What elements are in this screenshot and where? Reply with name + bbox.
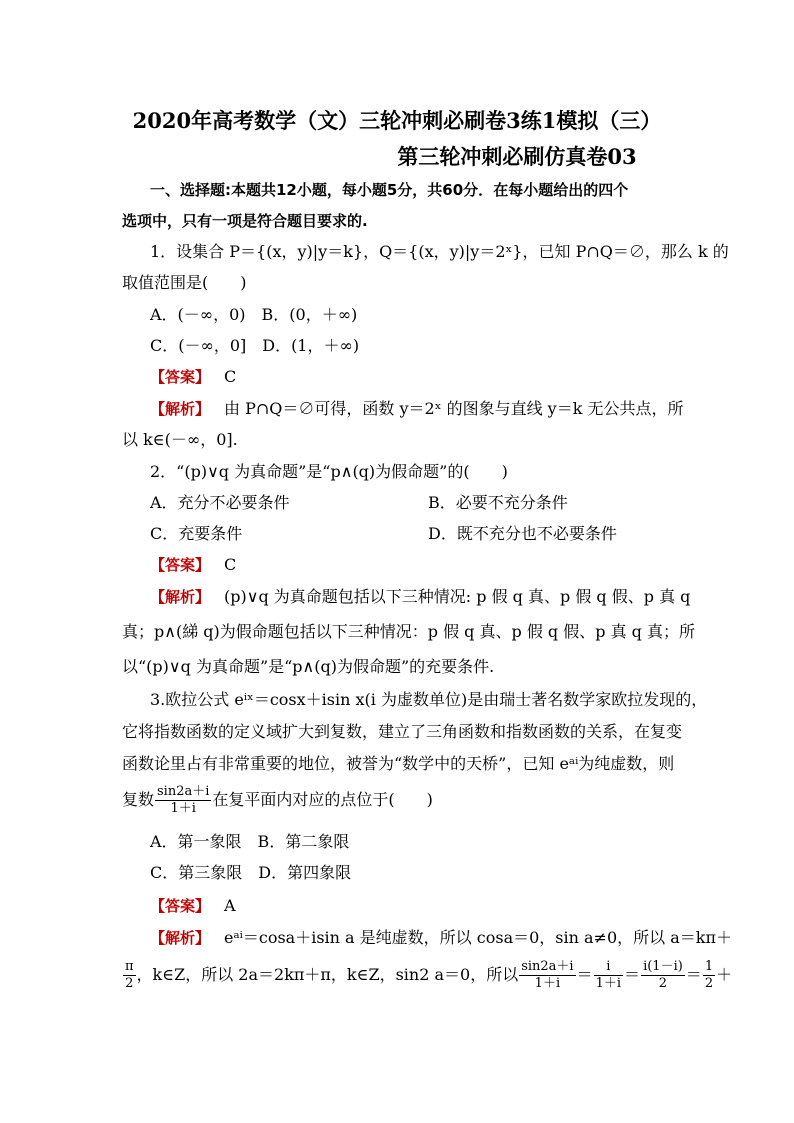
q3-fraction xyxy=(155,784,211,817)
q2-opt-d: D．既不充分也不必要条件 xyxy=(428,524,617,543)
section-heading: 一、选择题: xyxy=(150,181,231,199)
q1-options-b: C．(－∞，0] D．(1，＋∞) xyxy=(150,336,360,355)
doc-title-line2: 第三轮冲刺必刷仿真卷03 xyxy=(397,144,637,169)
frac-2-den: 1＋i xyxy=(595,976,622,991)
q2-opt-c: C．充要条件 xyxy=(150,524,243,543)
frac-3 xyxy=(641,959,685,992)
frac-3-num: i(1－i) xyxy=(643,959,683,974)
analysis-label: 【解析】 xyxy=(150,929,211,947)
q2-analysis-a xyxy=(150,587,690,607)
q2-opt-a: A．充分不必要条件 xyxy=(150,493,290,512)
q3-options-a: A．第一象限 B．第二象限 xyxy=(150,832,350,851)
q1-answer-value: C xyxy=(224,367,237,386)
q3-stem-a: 3.欧拉公式 eⁱˣ＝cosx＋isin x(i 为虚数单位)是由瑞士著名数学家欧拉发现的， xyxy=(150,690,708,709)
q3-analysis-a-text: eᵃⁱ＝cosa＋isin a 是纯虚数，所以 cosa＝0，sin a≠0，所以 a＝kπ＋ xyxy=(224,928,732,947)
q2-stem: 2．“(p)∨q 为真命题”是“p∧(q)为假命题”的( ) xyxy=(150,462,508,481)
frac-4-num: 1 xyxy=(704,959,714,974)
doc-title-line1: 2020年高考数学（文）三轮冲刺必刷卷3练1模拟（三） xyxy=(132,108,662,133)
q3-stem-d xyxy=(122,780,433,820)
q2-analysis-c: 以“(p)∨q 为真命题”是“p∧(q)为假命题”的充要条件. xyxy=(122,657,495,676)
frac-4 xyxy=(703,959,715,992)
q3-analysis-b1: ，k∈Z，所以 2a＝2kπ＋π，k∈Z，sin2 a＝0，所以 xyxy=(136,965,519,984)
answer-label: 【答案】 xyxy=(150,897,211,915)
section-intro xyxy=(150,180,628,200)
q2-answer xyxy=(150,555,236,575)
q3-frac-num: sin2a＋i xyxy=(157,784,210,799)
q1-stem-b: 取值范围是( ) xyxy=(122,273,247,292)
q3-analysis-b xyxy=(122,955,732,995)
pi-over-2 xyxy=(123,959,136,992)
frac-2-num: i xyxy=(594,959,623,976)
section-intro-b: 在每小题给出的四个 xyxy=(493,181,629,199)
q3-frac-den: 1＋i xyxy=(170,801,196,816)
q2-answer-value: C xyxy=(224,555,237,574)
q3-answer xyxy=(150,896,236,916)
q1-analysis-a-text: 由 P∩Q＝∅可得，函数 y＝2ˣ 的图象与直线 y＝k 无公共点，所 xyxy=(224,399,684,418)
frac-1 xyxy=(519,959,575,992)
q3-stem-d-post: 在复平面内对应的点位于( ) xyxy=(212,790,433,809)
equals-3: ＝ xyxy=(685,965,702,984)
equals-1: ＝ xyxy=(576,965,593,984)
q2-analysis-a-text: (p)∨q 为真命题包括以下三种情况: p 假 q 真、p 假 q 假、p 真 q xyxy=(224,587,691,606)
q1-analysis-b: 以 k∈(－∞，0]. xyxy=(122,430,238,449)
q2-analysis-b: 真；p∧(綈 q)为假命题包括以下三种情况：p 假 q 真、p 假 q 假、p 真 q 真；所 xyxy=(122,622,695,641)
pi-num: π xyxy=(125,959,134,974)
frac-1-num: sin2a＋i xyxy=(521,959,574,974)
q3-answer-value: A xyxy=(224,896,236,915)
q1-options-a: A．(－∞，0) B．(0，＋∞) xyxy=(150,305,358,324)
analysis-label: 【解析】 xyxy=(150,400,211,418)
section-intro-a: 本题共12小题，每小题5分，共60分． xyxy=(231,181,494,199)
section-intro-c-text: 选项中，只有一项是符合题目要求的. xyxy=(122,212,368,230)
answer-label: 【答案】 xyxy=(150,556,211,574)
q1-answer xyxy=(150,367,236,387)
q3-analysis-a xyxy=(150,928,732,948)
frac-4-den: 2 xyxy=(704,976,714,991)
section-intro-c xyxy=(122,211,368,231)
analysis-label: 【解析】 xyxy=(150,588,211,606)
frac-2 xyxy=(594,959,623,992)
plus-tail: ＋ xyxy=(716,965,733,984)
q3-stem-b: 它将指数函数的定义域扩大到复数，建立了三角函数和指数函数的关系，在复变 xyxy=(122,722,683,741)
q3-options-b: C．第三象限 D．第四象限 xyxy=(150,863,352,882)
equals-2: ＝ xyxy=(624,965,641,984)
q1-stem-a: 1．设集合 P＝{(x，y)|y＝k}，Q＝{(x，y)|y＝2ˣ}，已知 P∩Q＝∅，那么 k 的 xyxy=(150,242,729,261)
q2-opt-b: B．必要不充分条件 xyxy=(428,493,568,512)
answer-label: 【答案】 xyxy=(150,368,211,386)
pi-den: 2 xyxy=(125,976,134,991)
q3-stem-d-pre: 复数 xyxy=(122,790,155,809)
frac-3-den: 2 xyxy=(658,976,668,991)
q3-stem-c: 函数论里占有非常重要的地位，被誉为“数学中的天桥”，已知 eᵃⁱ为纯虚数，则 xyxy=(122,754,675,773)
frac-1-den: 1＋i xyxy=(534,976,561,991)
q1-analysis-a xyxy=(150,399,683,419)
